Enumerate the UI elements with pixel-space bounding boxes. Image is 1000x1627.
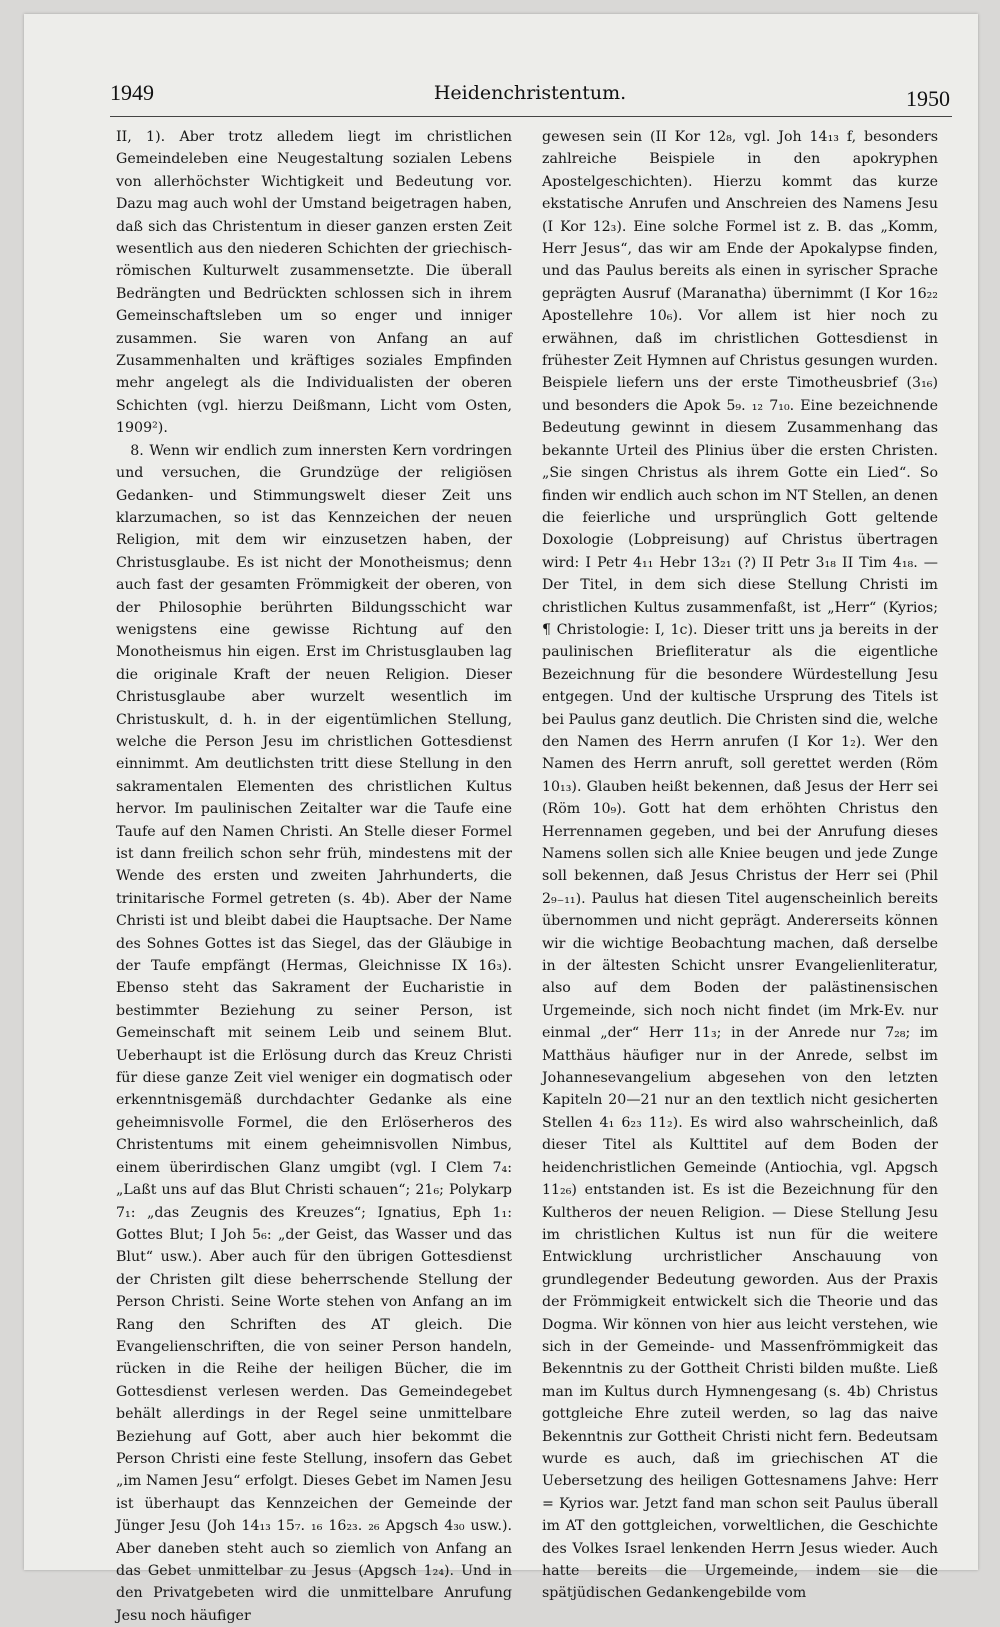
left-page-number: 1949 bbox=[110, 80, 154, 105]
right-page-number: 1950 bbox=[906, 86, 950, 111]
paragraph: 8. Wenn wir endlich zum innersten Kern vordringen und versuchen, die Grundzüge der religiösen Gedanken- und Stimmungswelt dieser Zeit uns klarzumachen, so ist das Kennzeichen der neuen Religion, mit dem wir einzusetzen haben, der Christusglaube. Es ist nicht der Monotheismus; denn auch fast der gesamten Frömmigkeit der oberen, von der Philosophie berührten Bildungsschicht war wenigstens eine gewisse Richtung auf den Monotheismus hin eigen. Erst im Christusglauben lag die originale Kraft der neuen Religion. Dieser Christusglaube aber wurzelt wesentlich im Christuskult, d. h. in der eigentümlichen Stellung, welche die Person Jesu im christlichen Gottesdienst einnimmt. Am deutlichsten tritt diese Stellung in den sakramentalen Elementen des christlichen Kultus hervor. Im paulinischen Zeitalter war die Taufe eine Taufe auf den Namen Christi. An Stelle dieser Formel ist dann freilich schon sehr früh, mindestens mit der Wende des ersten und zweiten Jahrhunderts, die trinitarische Formel getreten (s. 4b). Aber der Name Christi ist und bleibt dabei die Hauptsache. Der Name des Sohnes Gottes ist das Siegel, das der Gläubige in der Taufe empfängt (Hermas, Gleichnisse IX 16₃). Ebenso steht das Sakrament der Eucharistie in bestimmter Beziehung zu seiner Person, ist Gemeinschaft mit seinem Leib und seinem Blut. Ueberhaupt ist die Erlösung durch das Kreuz Christi für diese ganze Zeit viel weniger ein dogmatisch oder erkenntnisgemäß durchdachter Gedanke als eine geheimnisvolle Formel, die den Erlöserheros des Christentums mit einem geheimnisvollen Nimbus, einem überirdischen Glanz umgibt (vgl. I Clem 7₄: „Laßt uns auf das Blut Christi schauen“; 21₆; Polykarp 7₁: „das Zeugnis des Kreuzes“; Ignatius, Eph 1₁: Gottes Blut; I Joh 5₆: „der Geist, das Wasser und das Blut“ usw.). Aber auch für den übrigen Gottesdienst der Christen gilt diese beherrschende Stellung der Person Christi. Seine Worte stehen von Anfang an im Rang den Schriften des AT gleich. Die Evangelienschriften, die von seiner Person handeln, rücken in die Reihe der heiligen Bücher, die im Gottesdienst verlesen werden. Das Gemeindegebet behält allerdings in der Regel seine unmittelbare Beziehung auf Gott, aber auch hier bekommt die Person Christi eine feste Stellung, insofern das Gebet „im Namen Jesu“ erfolgt. Dieses Gebet im Namen Jesu ist überhaupt das Kennzeichen der Gemeinde der Jünger Jesu (Joh 14₁₃ 15₇. ₁₆ 16₂₃. ₂₆ Apgsch 4₃₀ usw.). Aber daneben steht auch so ziemlich von Anfang an das Gebet unmittelbar zu Jesus (Apgsch 1₂₄). Und in den Privatgebeten wird die unmittelbare Anrufung Jesu noch häufiger bbox=[116, 442, 512, 1624]
left-column bbox=[116, 126, 512, 1624]
running-title: Heidenchristentum. bbox=[433, 82, 627, 104]
header-rule bbox=[110, 116, 952, 117]
scanned-page bbox=[24, 14, 978, 1624]
paragraph: II, 1). Aber trotz alledem liegt im christlichen Gemeindeleben eine Neugestaltung sozialen Lebens von allerhöchster Wichtigkeit und Bedeutung vor. Dazu mag auch wohl der Umstand beigetragen haben, daß sich das Christentum in dieser ganzen ersten Zeit wesentlich aus den niederen Schichten der griechisch-römischen Kulturwelt zusammensetzte. Die überall Bedrängten und Bedrückten schlossen sich in ihrem Gemeinschaftsleben um so enger und inniger zusammen. Sie waren von Anfang an auf Zusammenhalten und kräftiges soziales Empfinden mehr angelegt als die Individualisten der oberen Schichten (vgl. hierzu Deißmann, Licht vom Osten, 1909²). bbox=[116, 129, 512, 437]
paragraph: gewesen sein (II Kor 12₈, vgl. Joh 14₁₃ f, besonders zahlreiche Beispiele in den apokryphen Apostelgeschichten). Hierzu kommt das kurze ekstatische Anrufen und Anschreien des Namens Jesu (I Kor 12₃). Eine solche Formel ist z. B. das „Komm, Herr Jesus“, das wir am Ende der Apokalypse finden, und das Paulus bereits als einen in syrischer Sprache geprägten Ausruf (Maranatha) übernimmt (I Kor 16₂₂ Apostellehre 10₆). Vor allem ist hier noch zu erwähnen, daß im christlichen Gottesdienst in frühester Zeit Hymnen auf Christus gesungen wurden. Beispiele liefern uns der erste Timotheusbrief (3₁₆) und besonders die Apok 5₉. ₁₂ 7₁₀. Eine bezeichnende Bedeutung gewinnt in diesem Zusammenhang das bekannte Urteil des Plinius über die ersten Christen. „Sie singen Christus als ihrem Gotte ein Lied“. So finden wir endlich auch schon im NT Stellen, an denen die feierliche und ursprünglich Gott geltende Doxologie (Lobpreisung) auf Christus übertragen wird: I Petr 4₁₁ Hebr 13₂₁ (?) II Petr 3₁₈ II Tim 4₁₈. — Der Titel, in dem sich diese Stellung Christi im christlichen Kultus zusammenfaßt, ist „Herr“ (Kyrios; ¶ Christologie: I, 1c). Dieser tritt uns ja bereits in der paulinischen Briefliteratur als die eigentliche Bezeichnung für die besondere Würdestellung Jesu entgegen. Und der kultische Ursprung des Titels ist bei Paulus ganz deutlich. Die Christen sind die, welche den Namen des Herrn anrufen (I Kor 1₂). Wer den Namen des Herrn anruft, soll gerettet werden (Röm 10₁₃). Glauben heißt bekennen, daß Jesus der Herr sei (Röm 10₉). Gott hat dem erhöhten Christus den Herrennamen gegeben, und bei der Anrufung dieses Namens sollen sich alle Kniee beugen und jede Zunge soll bekennen, daß Jesus Christus der Herr sei (Phil 2₉₋₁₁). Paulus hat diesen Titel augenscheinlich bereits übernommen und nicht geprägt. Andererseits können wir die wichtige Beobachtung machen, daß derselbe in der ältesten Schicht unsrer Evangelienliteratur, also auf dem Boden der palästinensischen Urgemeinde, sich noch nicht findet (im Mrk-Ev. nur einmal „der“ Herr 11₃; in der Anrede nur 7₂₈; im Matthäus häufiger nur in der Anrede, selbst im Johannesevangelium abgesehen von den letzten Kapiteln 20—21 nur an den textlich nicht gesicherten Stellen 4₁ 6₂₃ 11₂). Es wird also wahrscheinlich, daß dieser Titel als Kulttitel auf dem Boden der heidenchristlichen Gemeinde (Antiochia, vgl. Apgsch 11₂₆) entstanden ist. Es ist die Bezeichnung für den Kultheros der neuen Religion. — Diese Stellung Jesu im christlichen Kultus ist nun für die weitere Entwicklung urchristlicher Anschauung von grundlegender Bedeutung geworden. Aus der Praxis der Frömmigkeit entwickelt sich die Theorie und das Dogma. Wir können von hier aus leicht verstehen, wie sich in der Gemeinde- und Massenfrömmigkeit das Bekenntnis zu der Gottheit Christi bilden mußte. Ließ man im Kultus durch Hymnengesang (s. 4b) Christus gottgleiche Ehre zuteil werden, so lag das naive Bekenntnis zur Gottheit Christi nicht fern. Bedeutsam wurde es auch, daß im griechischen AT die Uebersetzung des heiligen Gottesnamens Jahve: Herr = Kyrios war. Jetzt fand man schon seit Paulus überall im AT den gottgleichen, vorweltlichen, die Geschichte des Volkes Israel lenkenden Herrn Jesus wieder. Auch hatte bereits die Urgemeinde, indem sie die spätjüdischen Gedankengebilde vom bbox=[542, 129, 938, 1602]
right-column bbox=[542, 126, 938, 1602]
page-header bbox=[110, 76, 950, 112]
